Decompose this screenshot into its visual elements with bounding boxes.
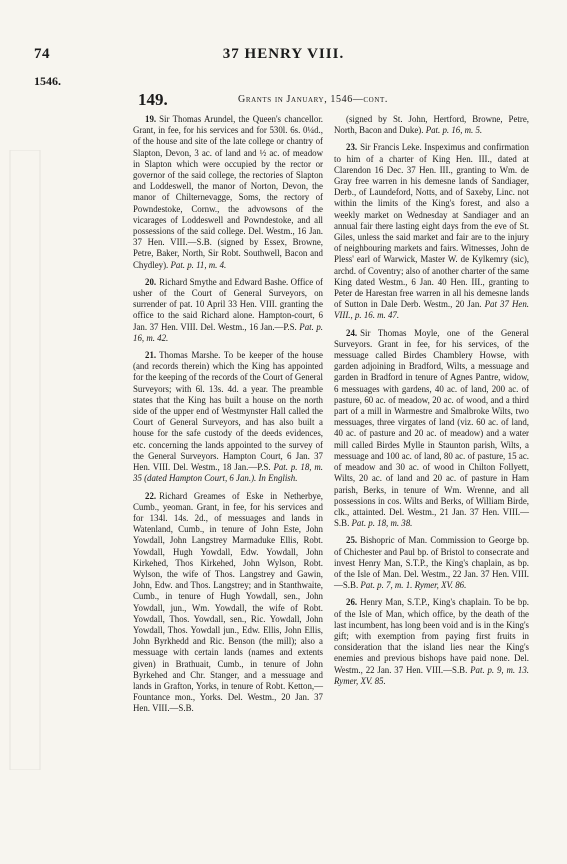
grant-entry: [133, 491, 323, 715]
section-number: 149.: [138, 90, 168, 109]
grant-entry: [133, 350, 323, 484]
entry-text: Richard Greames of Eske in Netherbye, Cumb., yeoman. Grant, in fee, for his services and for 134l. 14s. 2d., of messuages and lands in Watenland, Cumb., in tenure of John Este, John Yowdall, John Langstrey Marmaduke Ellis, Robt. Yowdall, Hugh Yowdall, Edw. Yowdall, John Kirkehed, Thos Kirkehed, John Wylson, Robt. Wylson, the wife of Thos. Langstrey and Gawin, John, Edw. and Thos. Langstrey; and in Stanthwaite, Cumb., in tenure of Hugh Yowdall, sen., John Yowdall, jun., Wm. Yowdall, the wife of Robt. Yowdall, Thos. Yowdall, sen., Ric. Yowdall, John Yowdall, Thos. Yowdall jun., Edw. Ellis, John Ellis, John Byrkhedd and Ric. Benson (the mill); also a messuage with certain lands (names and extents given) in Brathuait, Cumb., in tenure of John Byrkehed and Chr. Stanger, and a messuage and lands in Grafton, Yorks, in tenure of Robt. Ketton,—Fountance mon., Yorks. Del. Westm., 20 Jan. 37 Hen. VIII.—S.B.: [133, 490, 323, 714]
entry-number: 21.: [145, 350, 157, 361]
entry-text: Sir Thomas Arundel, the Queen's chancellor. Grant, in fee, for his services and for 530l. 6s. 0¼d., of the house and site of the late college or chantry of Slapton, Devon, 3 ac. of land and ½ ac. of meadow in Slapton which were occupied by the rector or governor of the said college, the rectories of Slapton and Loddeswell, the manor of Norton, Devon, the manor of Chilternevagge, Soms, the rectory of Powndestoke, Cornw., the advowsons of the vicarages of Loddeswell and Powndestoke, and all possessions of the said college. Del. Westm., 16 Jan. 37 Hen. VIII.—S.B. (signed by Essex, Browne, Petre, Baker, North, Sir Robt. Southwell, Bacon and Chydley).: [133, 114, 323, 270]
running-title: 37 HENRY VIII.: [222, 46, 345, 62]
grant-entry: [334, 114, 529, 136]
grant-entry: [334, 142, 529, 321]
entry-text: Sir Francis Leke. Inspeximus and confirmation to him of a charter of King Hen. III., dated at Clarendon 16 Dec. 37 Hen. III., granting to Wm. de Gray free warren in his demesne lands of Sandiager, Derb., of Laundeford, Notts, and of Saxeby, Linc. not within the limits of the King's forest, and also a weekly market on Wednesday at Sandiager and an annual fair there lasting eight days from the eve of St. Giles, unless the said market and fair are to the injury of neighbouring markets and fairs. Witnesses, John de Pless' earl of Warwick, Master W. de Kylkemry (sic), archd. of Coventry; also of another charter of the same King dated Westm., 6 Jan. 40 Hen. III., granting to Peter de Harestan free warren in all his demesne lands of Sutton in Dale Derb. Westm., 20 Jan.: [334, 142, 529, 310]
entry-text: Thomas Marshe. To be keeper of the house (and records therein) which the King has appointed for the keeping of the records of the Court of General Surveyors; with 6l. 13s. 4d. a year. The preamble states that the King has built a house on the north side of the upper end of Westmynster Hall called the Court of General Surveyors, and has also built a house for the safe custody of the deeds evidences, etc. concerning the lands appointed to the survey of the General Surveyors. Hampton Court, 6 Jan. 37 Hen. VIII. Del. Westm., 18 Jan.—P.S.: [133, 350, 323, 473]
entry-number: 23.: [346, 142, 358, 153]
entry-reference: Pat. p. 18, m. 38.: [351, 518, 413, 529]
grant-entry: [334, 535, 529, 591]
entry-reference: Pat. p. 7, m. 1. Rymer, XV. 86.: [360, 580, 467, 591]
entry-text: Richard Smythe and Edward Bashe. Office of usher of the Court of General Surveyors, on surrender of pat. 10 April 33 Hen. VIII. granting the office to the said Richard alone. Hampton-court, 6 Jan. 37 Hen. VIII. Del. Westm., 16 Jan.—P.S.: [133, 276, 323, 332]
entry-text: (signed by St. John, Hertford, Browne, Petre, North, Bacon and Duke).: [334, 114, 529, 136]
right-column: [334, 114, 529, 693]
entry-text: Sir Thomas Moyle, one of the General Surveyors. Grant in fee, for his services, of the messuage called Birdes Chamblery Howse, with garden adjoining in Bradford, Wilts, a messuage and garden in Bradford in tenure of Agnes Pantre, widow, 6 messuages with gardens, 40 ac. of land, 200 ac. of pasture, 60 ac. of meadow, 20 ac. of wood, and a third part of a mill in Warmestre and Smalbroke Wilts, two messuages, three virgates of land (viz. 60 ac. of land, 40 ac. of pasture and 20 ac. of meadow) and a water mill called Birdes Mylle in Staunton parish, Wilts, a messuage and 100 ac. of land, 80 ac. of pasture, 15 ac. of meadow and 30 ac. of wood in Chilton Follyett, Wilts, 20 ac. of land and 20 ac. of pasture in Ham parish, Berks, in tenure of Wm. Wrenne, and all possessions in cos. Wilts and Berks, of William Birde, clk., attainted. Del. Westm., 21 Jan. 37 Hen. VIII.—S.B.: [334, 327, 529, 529]
grant-entry: [334, 328, 529, 530]
library-watermark: [6, 150, 46, 770]
grant-entry: [133, 114, 323, 271]
entry-reference: Pat. p. 16, m. 42.: [133, 321, 323, 343]
page-number: 74: [34, 46, 50, 62]
grant-entry: [334, 597, 529, 687]
entry-number: 25.: [346, 535, 358, 546]
entry-number: 22.: [145, 490, 157, 501]
page-header: [0, 46, 567, 66]
entry-number: 20.: [145, 276, 157, 287]
entry-text: Henry Man, S.T.P., King's chaplain. To be bp. of the Isle of Man, which office, by the death of the last incumbent, has long been void and is in the King's gift; with exemption from paying first fruits in consideration that the island lies near the King's enemies and previous bishops have paid none. Del. Westm., 22 Jan. 37 Hen. VIII.—S.B.: [334, 597, 529, 675]
entry-number: 26.: [346, 597, 358, 608]
section-title: Grants in January, 1546—cont.: [238, 94, 388, 105]
year-label: 1546.: [34, 74, 61, 88]
grant-entry: [133, 277, 323, 344]
entry-reference: Pat. p. 9, m. 13. Rymer, XV. 85.: [334, 664, 530, 686]
entry-reference: Pat. p. 16, m. 5.: [425, 125, 483, 136]
entry-reference: Pat. p. 11, m. 4.: [170, 259, 227, 270]
entry-reference: Pat. p. 18, m. 35 (dated Hampton Court, 6 Jan.). In English.: [133, 462, 323, 484]
left-column: [133, 114, 323, 721]
entry-reference: Pat 37 Hen. VIII., p. 16. m. 47.: [334, 299, 529, 321]
entry-number: 19.: [145, 114, 157, 124]
entry-number: 24.: [346, 327, 358, 338]
entry-text: Bishopric of Man. Commission to George bp. of Chichester and Paul bp. of Bristol to consecrate and invest Henry Man, S.T.P., the King's chaplain, as bp. of the Isle of Man. Del. Westm., 22 Jan. 37 Hen. VIII.—S.B.: [334, 535, 529, 591]
